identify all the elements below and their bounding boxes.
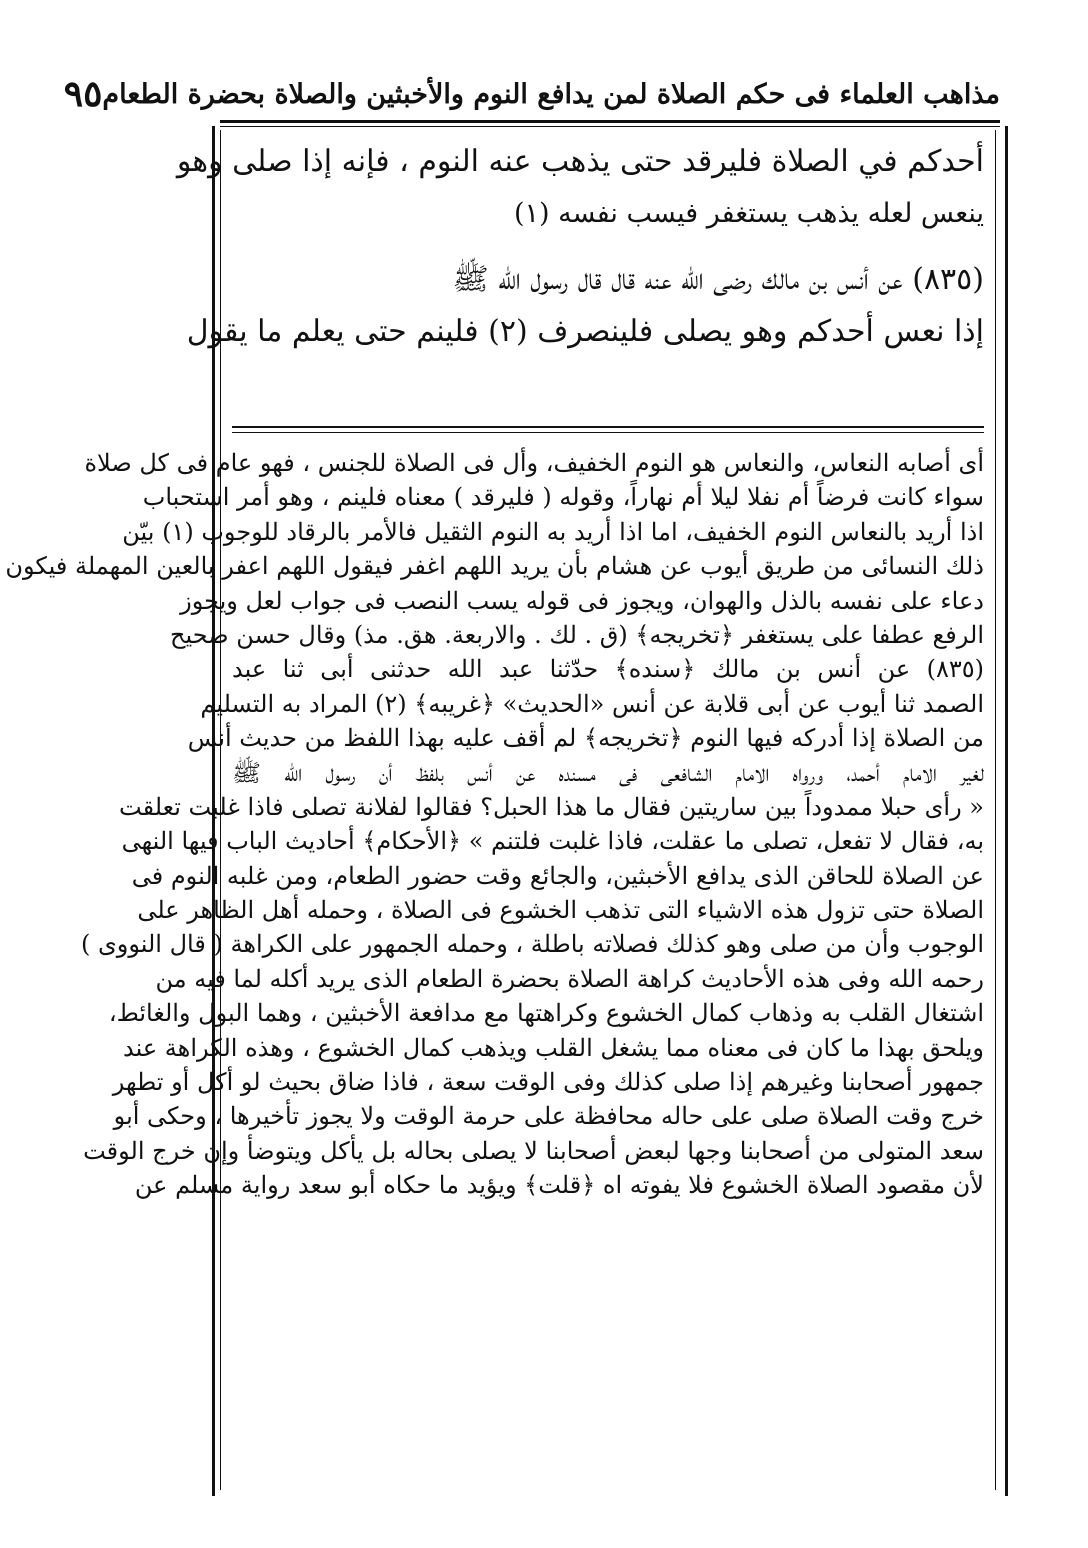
commentary-line: رحمه الله وفى هذه الأحاديث كراهة الصلاة بحضرة الطعام الذى يريد أكله لما فيه من bbox=[155, 964, 984, 993]
commentary-line: ذلك النسائى من طريق أيوب عن هشام بأن يريد اللهم اغفر فيقول اللهم اعفر بالعين المهملة فيكون bbox=[5, 552, 984, 581]
commentary-line: الصمد ثنا أيوب عن أبى قلابة عن أنس «الحديث» ﴿غريبه﴾ (٢) المراد به التسليم bbox=[200, 689, 984, 718]
commentary-line: دعاء على نفسه بالذل والهوان، ويجوز فى قوله يسب النصب فى جواب لعل ويجوز bbox=[180, 586, 984, 615]
hadith-line: أحدكم في الصلاة فليرقد حتى يذهب عنه النوم ، فإنه إذا صلى وهو bbox=[176, 144, 984, 179]
commentary-line: الوجوب وأن من صلى وهو كذلك فصلاته باطلة ، وحمله الجمهور على الكراهة ( قال النووى ) bbox=[80, 930, 984, 959]
commentary-line: به، فقال لا تفعل، تصلى ما عقلت، فاذا غلبت فلتنم » ﴿الأحكام﴾ أحاديث الباب فيها النهى bbox=[121, 827, 984, 856]
commentary-text bbox=[5, 446, 984, 1203]
page-number: ٩٥ bbox=[63, 73, 103, 115]
hadith-line: ينعس لعله يذهب يستغفر فيسب نفسه (١) bbox=[513, 198, 984, 229]
commentary-line: لأن مقصود الصلاة الخشوع فلا يفوته اه ﴿قلت﴾ ويؤيد ما حكاه أبو سعد رواية مسلم عن bbox=[134, 1171, 984, 1200]
commentary-line: جمهور أصحابنا وغيرهم إذا صلى كذلك وفى الوقت سعة ، فاذا ضاق بحيث لو أكل أو تطهر bbox=[112, 1068, 984, 1097]
hadith-line: إذا نعس أحدكم وهو يصلى فلينصرف (٢) فلينم حتى يعلم ما يقول bbox=[186, 314, 984, 349]
hadith-text bbox=[176, 136, 984, 358]
commentary-line: عن الصلاة للحاقن الذى يدافع الأخبثين، والجائع وقت حضور الطعام، ومن غلبه النوم فى bbox=[131, 861, 984, 890]
commentary-line: أى أصابه النعاس، والنعاس هو النوم الخفيف، وأل فى الصلاة للجنس ، فهو عام فى كل صلاة bbox=[84, 449, 984, 477]
section-divider-thick bbox=[232, 426, 984, 428]
hadith-line: (٨٣٥) عن أنس بن مالك رضى الله عنه قال قال رسول الله ﷺ bbox=[452, 262, 984, 297]
commentary-line: ويلحق بهذا ما كان فى معناه مما يشغل القلب ويذهب كمال الخشوع ، وهذه الكراهة عند bbox=[123, 1033, 984, 1062]
page-header bbox=[63, 70, 1000, 118]
commentary-line: من الصلاة إذا أدركه فيها النوم ﴿تخريجه﴾ لم أقف عليه بهذا اللفظ من حديث أنس bbox=[187, 724, 984, 753]
commentary-line: لغير الامام أحمد، ورواه الامام الشافعى فى مسنده عن أنس بلفظ أن رسول الله ﷺ bbox=[232, 758, 984, 787]
commentary-line: « رأى حبلا ممدوداً بين ساريتين فقال ما هذا الحبل؟ فقالوا لفلانة تصلى فاذا غلبت تعلقت bbox=[119, 792, 984, 821]
section-divider-thin bbox=[232, 432, 984, 433]
commentary-line: خرج وقت الصلاة صلى على حاله محافظة على حرمة الوقت ولا يجوز تأخيرها ، وحكى أبو bbox=[113, 1102, 984, 1131]
running-title: مذاهب العلماء فى حكم الصلاة لمن يدافع النوم والأخبثين والصلاة بحضرة الطعام bbox=[102, 78, 1000, 110]
commentary-line: الرفع عطفا على يستغفر ﴿تخريجه﴾ (ق . لك . والاربعة. هق. مذ) وقال حسن صحيح bbox=[170, 620, 984, 649]
commentary-line: الصلاة حتى تزول هذه الاشياء التى تذهب الخشوع فى الصلاة ، وحمله أهل الظاهر على bbox=[137, 896, 984, 925]
commentary-line: سعد المتولى من أصحابنا وجها لبعض أصحابنا لا يصلى بحاله بل يأكل ويتوضأ وإن خرج الوقت bbox=[83, 1136, 984, 1165]
commentary-line: سواء كانت فرضاً أم نفلا ليلا أم نهاراً، وقوله ( فليرقد ) معناه فلينم ، وهو أمر استحباب bbox=[142, 483, 984, 512]
commentary-line: (٨٣٥) عن أنس بن مالك ﴿سنده﴾ حدّثنا عبد الله حدثنى أبى ثنا عبد bbox=[232, 655, 984, 684]
header-rule-thick bbox=[220, 120, 1000, 123]
commentary-line: اشتغال القلب به وذهاب كمال الخشوع وكراهتها مع مدافعة الأخبثين ، وهما البول والغائط، bbox=[108, 999, 984, 1028]
commentary-line: اذا أريد بالنعاس النوم الخفيف، اما اذا أريد به النوم الثقيل فالأمر بالرقاد للوجوب (١) بيّن bbox=[122, 517, 984, 546]
